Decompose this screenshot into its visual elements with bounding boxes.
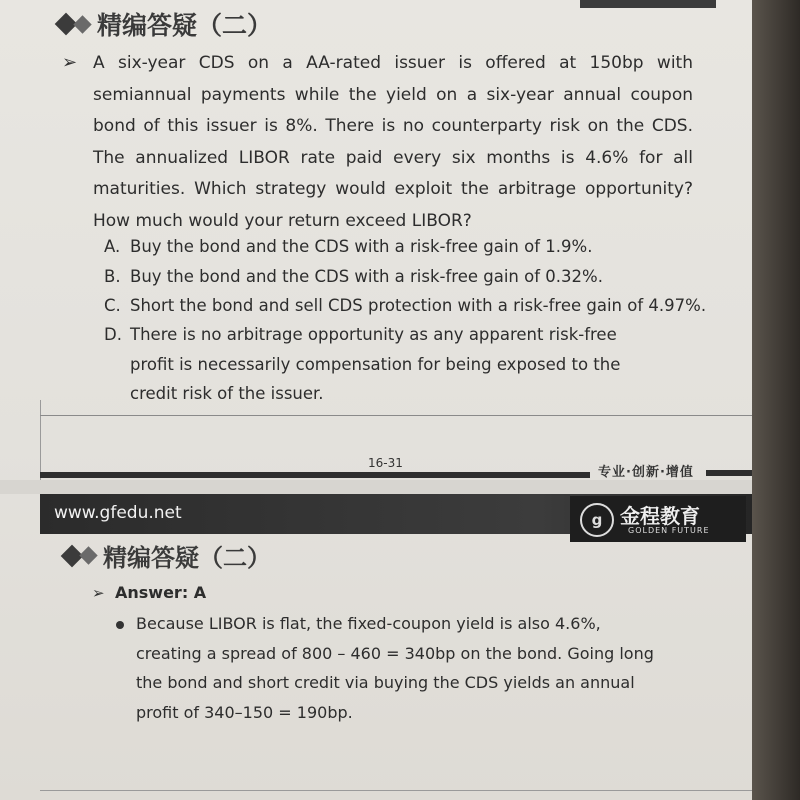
option-a: A. Buy the bond and the CDS with a risk-free gain of 1.9%.	[104, 237, 593, 256]
logo-seal-icon: g	[580, 503, 614, 537]
logo-name-en: GOLDEN FUTURE	[628, 526, 710, 535]
option-c: C. Short the bond and sell CDS protection with a risk-free gain of 4.97%.	[104, 296, 707, 315]
section-title: 精编答疑（二）	[97, 11, 273, 40]
footer-bar	[40, 472, 590, 478]
footer-bar	[706, 470, 752, 476]
page-gap	[0, 480, 752, 494]
question-text: A six-year CDS on a AA-rated issuer is offered at 150bp with semiannual payments while the yield on a six-year annual coupon bond of this issuer is 8%. There is no counterparty risk on the CDS. The annualized LIBOR rate paid every six months is 4.6% for all maturities. Which strategy would exploit the arbitrage opportunity? How much would your return exceed LIBOR?	[93, 53, 693, 231]
section-heading-top	[58, 6, 272, 42]
page-number: 16-31	[368, 456, 403, 470]
option-b: B. Buy the bond and the CDS with a risk-free gain of 0.32%.	[104, 267, 603, 286]
arrow-bullet-icon: ➢	[92, 584, 105, 602]
diamond-icon	[73, 15, 91, 33]
header-strip	[580, 0, 716, 8]
option-d: D. There is no arbitrage opportunity as any apparent risk-free profit is necessarily compensation for being exposed to the credit risk of the issuer.	[104, 325, 621, 403]
site-url: www.gfedu.net	[54, 503, 182, 523]
photo-background	[752, 0, 800, 800]
logo-name-cn: 金程教育	[620, 504, 700, 528]
answer-explanation: Because LIBOR is flat, the fixed-coupon yield is also 4.6%, creating a spread of 800 – 460 = 340bp on the bond. Going long the bond and short credit via buying the CDS yields an annual profit of 340–150 = 190bp.	[136, 614, 654, 722]
diamond-icon	[79, 546, 97, 564]
section-heading-bottom	[64, 538, 271, 573]
site-banner	[40, 494, 752, 534]
divider	[40, 415, 752, 416]
answer-label: Answer: A	[115, 583, 207, 602]
section-title: 精编答疑（二）	[103, 544, 271, 572]
arrow-bullet-icon: ➢	[62, 52, 78, 73]
divider	[40, 790, 752, 791]
margin-line	[40, 400, 41, 480]
bullet-dot-icon	[116, 621, 124, 629]
footer-slogan: 专业·创新·增值	[598, 465, 694, 480]
brand-logo	[570, 496, 746, 542]
